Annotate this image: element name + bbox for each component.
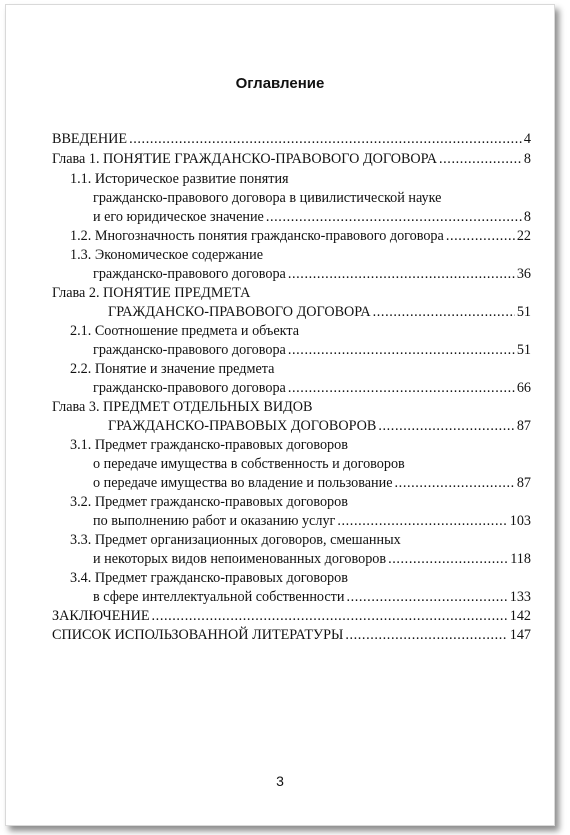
table-of-contents [6,5,554,825]
toc-entry-title-line: 2.2. Понятие и значение предмета [70,361,275,377]
toc-entry-title-line: 3.2. Предмет гражданско-правовых договоров [70,494,348,510]
toc-entry-page: 118 [510,551,531,567]
toc-entry-title-line: 3.4. Предмет гражданско-правовых договоров [70,570,348,586]
toc-entry-section-1-3[interactable] [93,265,531,284]
toc-entry-section-1-1[interactable] [93,208,531,227]
toc-leader-dots [266,208,522,227]
toc-entry-chapter-1[interactable] [52,150,531,169]
toc-leader-dots [388,550,508,569]
toc-entry-title: и его юридическое значение [93,209,264,225]
toc-entry-section-3-4[interactable] [93,588,531,607]
toc-entry-title-line: о передаче имущества в собственность и договоров [93,456,405,472]
toc-leader-dots [395,474,515,493]
toc-entry-title: по выполнению работ и оказанию услуг [93,513,336,529]
toc-leader-dots [288,379,515,398]
toc-entry-title: и некоторых видов непоименованных договоров [93,551,387,567]
toc-entry-title: о передаче имущества во владение и пользование [93,475,393,491]
toc-entry-page: 147 [509,627,531,643]
toc-leader-dots [345,626,507,645]
toc-entry-title: ГРАЖДАНСКО-ПРАВОВОГО ДОГОВОРА [108,304,371,320]
toc-entry-title: гражданско-правового договора [93,380,286,396]
toc-entry-title: СПИСОК ИСПОЛЬЗОВАННОЙ ЛИТЕРАТУРЫ [52,627,344,643]
toc-entry-section-3-1[interactable] [93,474,531,493]
document-page [5,4,555,826]
toc-entry-page: 142 [509,608,531,624]
toc-entry-title-line: Глава 3. ПРЕДМЕТ ОТДЕЛЬНЫХ ВИДОВ [52,399,313,415]
toc-entry-title-line: 3.3. Предмет организационных договоров, смешанных [70,532,401,548]
page-number: 3 [276,773,284,789]
toc-entry-page: 36 [516,266,531,282]
toc-entry-bibliography[interactable] [52,626,531,645]
toc-entry-title-line: гражданско-правового договора в цивилистической науке [93,190,442,206]
toc-entry-section-3-3[interactable] [93,550,531,569]
toc-entry-title: 1.2. Многозначность понятия гражданско-правового договора [70,228,444,244]
toc-entry-title: гражданско-правового договора [93,266,286,282]
toc-entry-page: 51 [516,342,531,358]
toc-entry-section-3-2[interactable] [93,512,531,531]
toc-entry-title: гражданско-правового договора [93,342,286,358]
toc-leader-dots [152,607,508,626]
toc-entry-title-line: 1.3. Экономическое содержание [70,247,263,263]
toc-entry-title: в сфере интеллектуальной собственности [93,589,345,605]
toc-leader-dots [129,130,522,149]
toc-entry-title: ЗАКЛЮЧЕНИЕ [52,608,150,624]
toc-entry-page: 8 [523,209,531,225]
toc-entry-page: 66 [516,380,531,396]
toc-entry-page: 133 [509,589,531,605]
toc-entry-title-line: 3.1. Предмет гражданско-правовых договоров [70,437,348,453]
toc-entry-page: 51 [516,304,531,320]
toc-entry-page: 22 [516,228,531,244]
toc-entry-title: Глава 1. ПОНЯТИЕ ГРАЖДАНСКО-ПРАВОВОГО ДОГОВОРА [52,151,437,167]
toc-heading: Оглавление [235,75,325,92]
toc-entry-title: ВВЕДЕНИЕ [52,131,128,147]
toc-entry-introduction[interactable] [52,130,531,149]
toc-entry-conclusion[interactable] [52,607,531,626]
toc-leader-dots [337,512,507,531]
toc-entry-title-line: 2.1. Соотношение предмета и объекта [70,323,300,339]
toc-leader-dots [439,150,522,169]
toc-entry-page: 8 [523,151,531,167]
toc-entry-chapter-3[interactable] [108,417,531,436]
toc-leader-dots [373,303,515,322]
toc-entry-page: 87 [516,475,531,491]
toc-entry-page: 87 [516,418,531,434]
toc-leader-dots [346,588,507,607]
toc-entry-title: ГРАЖДАНСКО-ПРАВОВЫХ ДОГОВОРОВ [108,418,377,434]
toc-entry-title-line: 1.1. Историческое развитие понятия [70,171,289,187]
toc-entry-section-1-2[interactable] [70,227,531,246]
toc-entry-section-2-1[interactable] [93,341,531,360]
toc-entry-page: 4 [523,131,531,147]
toc-leader-dots [446,227,515,246]
toc-entry-page: 103 [509,513,531,529]
toc-leader-dots [378,417,514,436]
toc-leader-dots [288,341,515,360]
toc-entry-section-2-2[interactable] [93,379,531,398]
toc-entry-chapter-2[interactable] [108,303,531,322]
toc-entry-title-line: Глава 2. ПОНЯТИЕ ПРЕДМЕТА [52,285,251,301]
toc-leader-dots [288,265,515,284]
